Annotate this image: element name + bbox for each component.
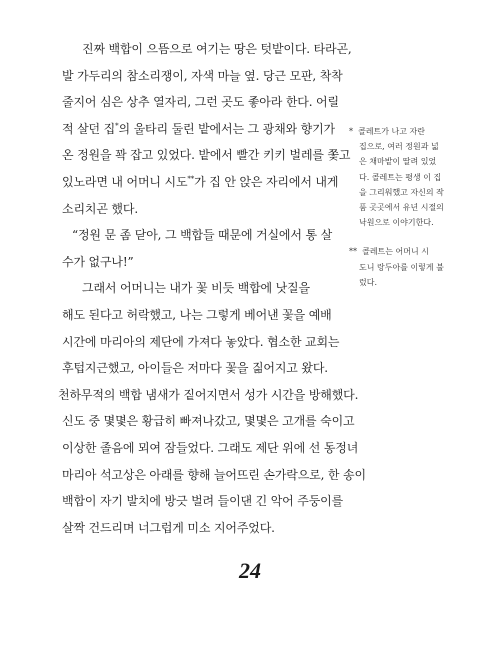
text-line [62,116,335,143]
footnote-ref: * [115,121,119,130]
text-line: 신도 중 몇몇은 황급히 빠져나갔고, 몇몇은 고개를 숙이고 [62,414,355,429]
text-line: 소리치곤 했다. [62,201,138,216]
text-line: 시간에 마리아의 제단에 가져다 놓았다. 협소한 교회는 [62,334,340,349]
footnote-line: 은 채마밭이 딸려 있었 [359,157,437,167]
text-line: 그래서 어머니는 내가 꽃 비듯 백합에 낫질을 [82,281,310,296]
text-line: 해도 된다고 허락했고, 나는 그렇게 베어낸 꽃을 예배 [62,307,332,322]
main-text [58,36,366,541]
footnote-line: 렀다. [359,277,377,287]
text-line: 발 가두리의 참소리쟁이, 자색 마늘 옆. 당근 모판, 착착 [62,68,343,83]
footnote-line: 품 곳곳에서 유년 시절의 [359,203,444,213]
footnote-marker: * [349,127,353,136]
footnote-text: 콜레트는 어머니 시 [362,247,430,257]
footnote-line: 집으로, 여러 정원과 넓 [359,142,439,152]
footnote-1 [349,124,489,230]
footnote-line: 낙원으로 이야기한다. [359,218,434,228]
text-line: 천하무적의 백합 냄새가 짙어지면서 성가 시간을 방해했다. [58,387,359,402]
text-line: 진짜 백합이 으뜸으로 여기는 땅은 텃밭이다. 타라곤, [82,42,352,56]
footnote-line [349,244,489,259]
text-line: 이상한 졸음에 뫼여 잠들었다. 그래도 제단 위에 선 동정녀 [62,440,359,455]
text-fragment: 의 울타리 둘린 밭에서는 그 광채와 향기가 [118,121,335,136]
text-line: 백합이 자기 발치에 방긋 벌려 들이댄 긴 악어 주둥이를 [62,494,344,509]
text-line: 수가 없구나!” [62,254,134,269]
text-line [62,169,339,196]
text-fragment: 적 살던 집 [62,121,116,136]
text-fragment: 있노라면 내 어머니 시도 [62,174,188,189]
footnote-line: 다. 콜레트는 평생 이 집 [359,172,442,182]
text-line: 온 정원을 꽉 잡고 있었다. 밭에서 빨간 키키 벌레를 쫓고 [62,148,351,163]
footnote-2 [349,244,489,290]
text-line: 마리아 석고상은 아래를 향해 늘어뜨린 손가락으로, 한 송이 [62,467,366,482]
text-line: 살짝 건드리며 너그럽게 미소 지어주었다. [62,520,275,535]
footnote-line: 을 그리워했고 자신의 작 [359,187,444,197]
text-line: 후텁지근했고, 아이들은 저마다 꽃을 짊어지고 왔다. [62,361,328,376]
text-line: 줄지어 심은 상추 열자리, 그런 곳도 좋아라 한다. 어릴 [62,95,339,110]
page-number: 24 [239,558,261,583]
text-fragment: 가 집 안 앉은 자리에서 내게 [194,174,339,189]
footnote-line [349,124,489,139]
footnote-text: 콜레트가 나고 자란 [358,127,426,136]
footnote-ref: ** [187,174,195,183]
text-line: “정원 문 좀 닫아, 그 백합들 때문에 거실에서 통 살 [72,228,333,243]
sidenotes [349,124,489,304]
footnote-marker: ** [349,247,357,257]
footnote-line: 도니 랑두아를 이렇게 불 [359,262,444,272]
